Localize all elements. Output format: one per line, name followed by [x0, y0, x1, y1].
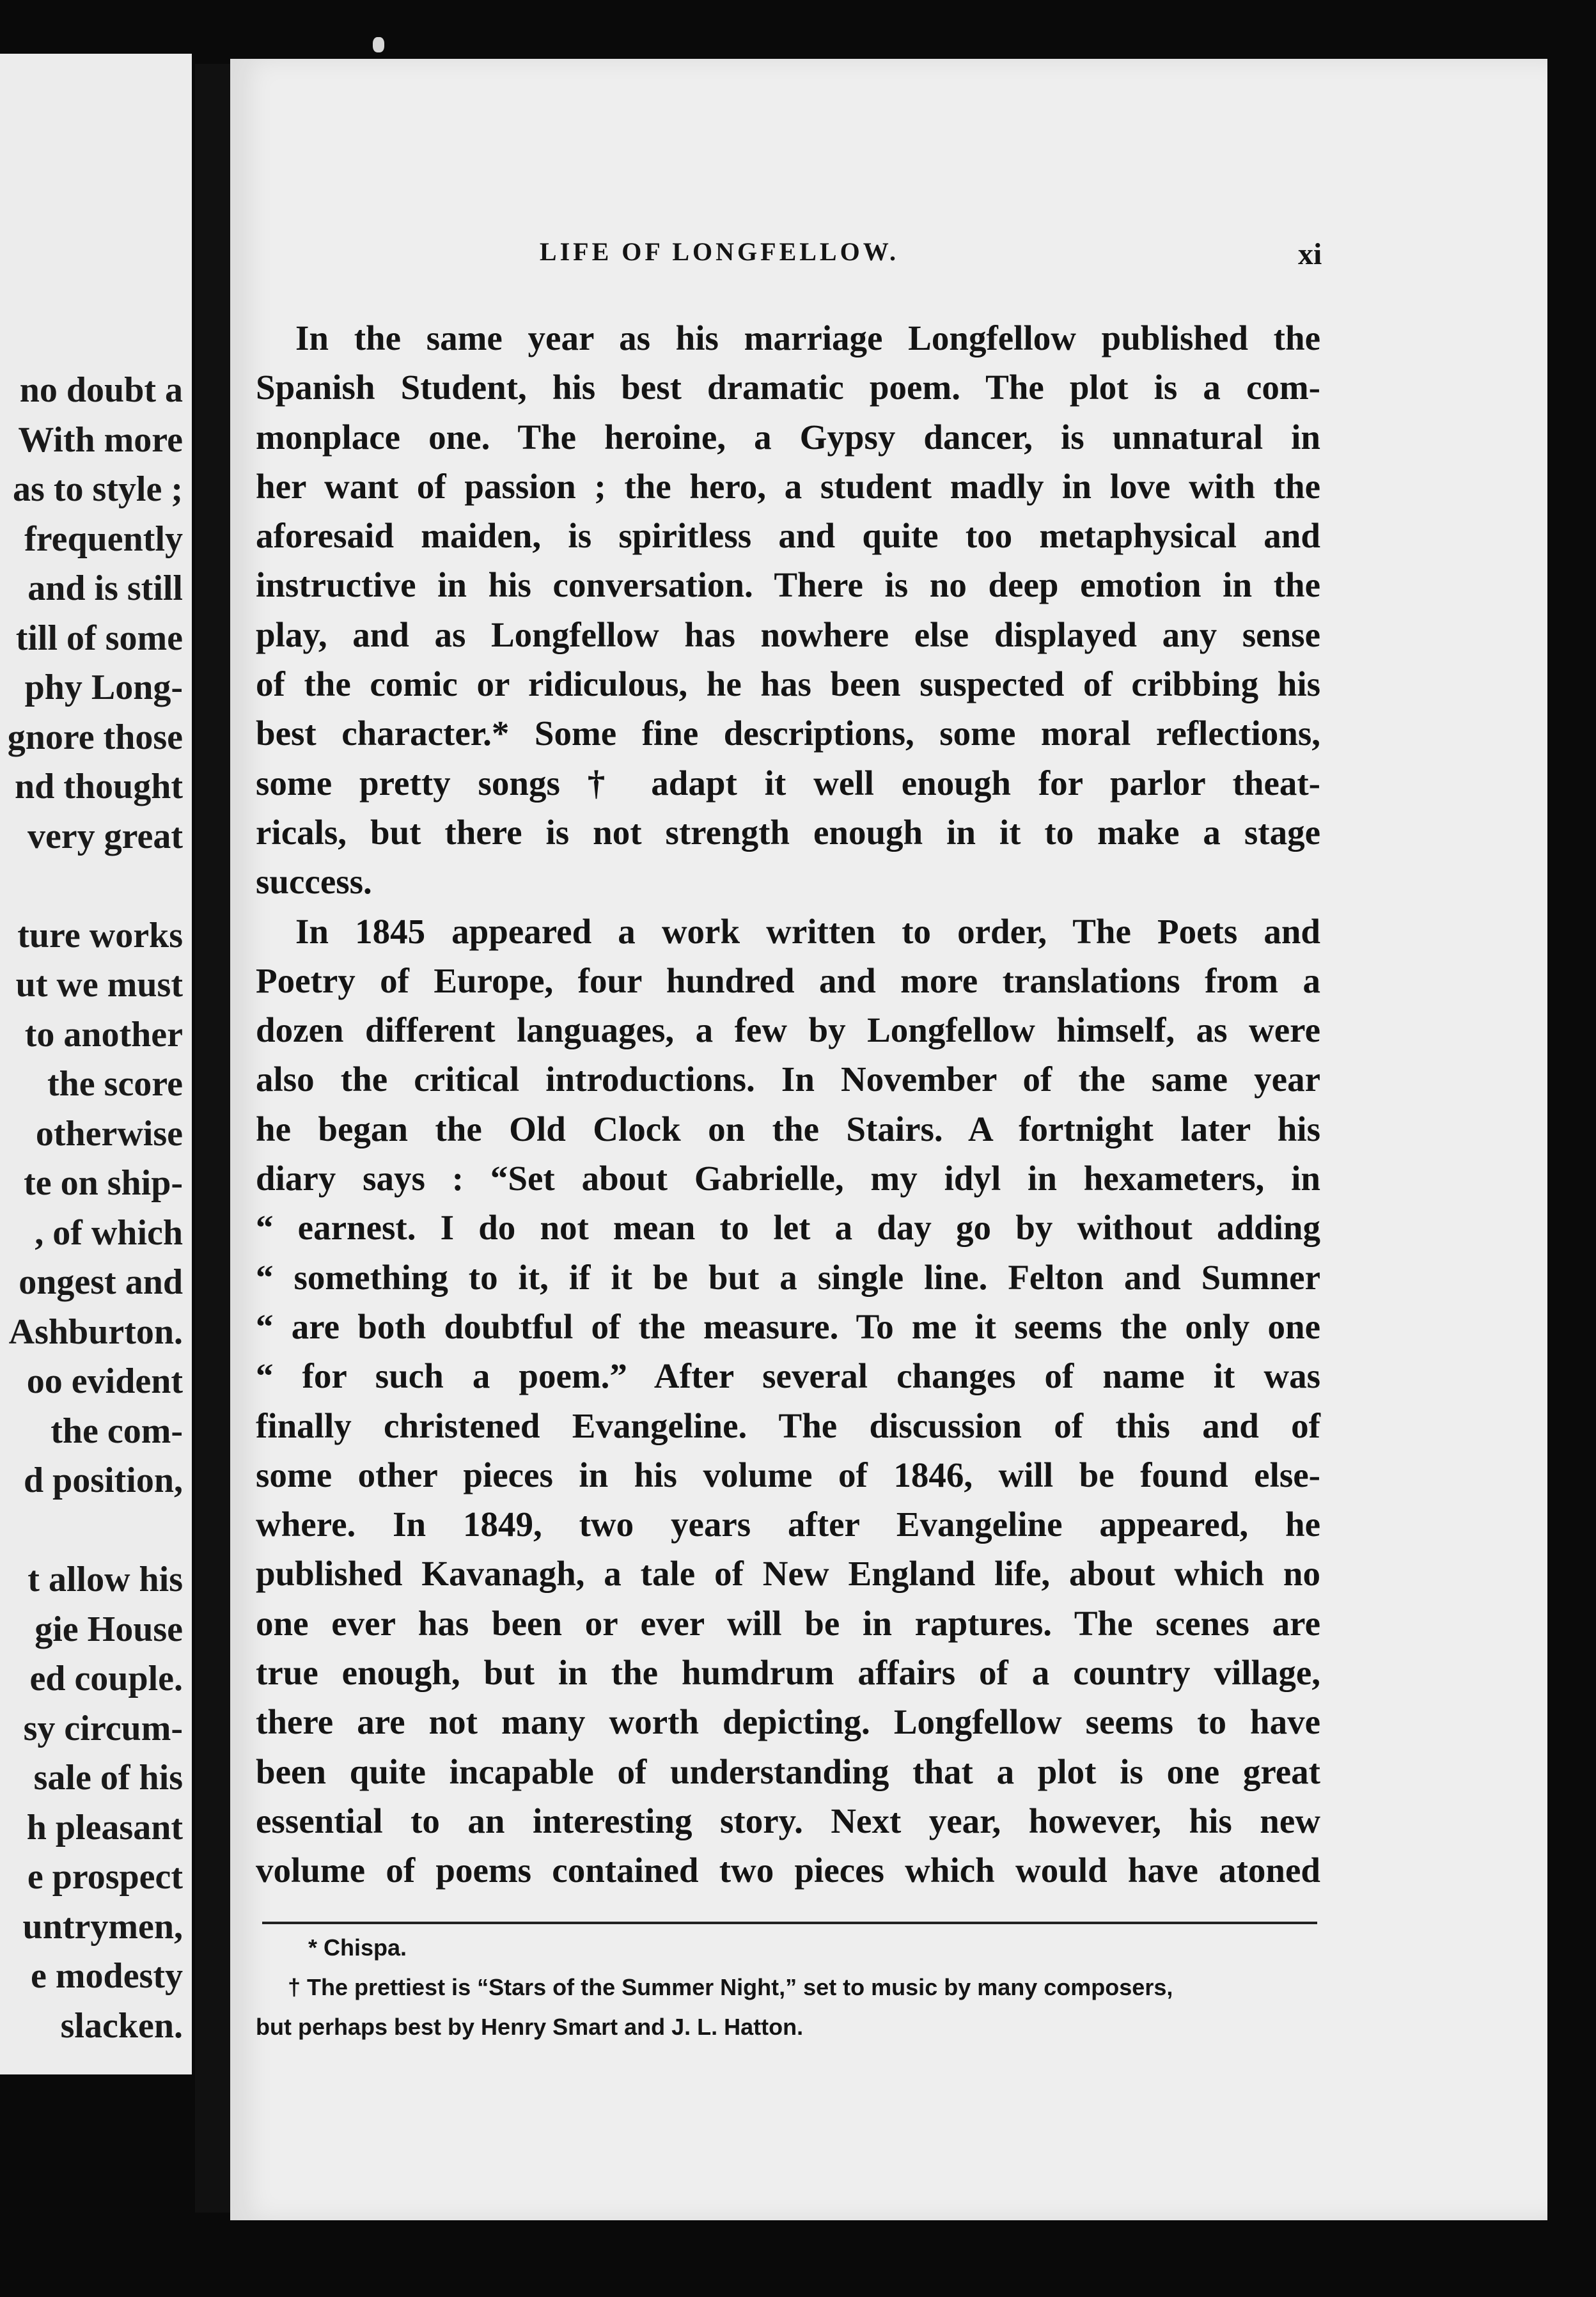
text-line: dozen different languages, a few by Longfellow himself, as were	[256, 1010, 1320, 1050]
previous-page-line: d position,	[24, 1461, 183, 1500]
page-number: xi	[1298, 237, 1322, 271]
text-line: been quite incapable of understanding that a plot is one great	[256, 1752, 1320, 1791]
text-line: best character.* Some fine descriptions, some moral reflections,	[256, 714, 1320, 753]
text-line: ricals, but there is not strength enough in it to make a stage	[256, 812, 1320, 852]
text-line: some pretty songs † adapt it well enough for parlor theat-	[256, 763, 1320, 803]
text-line: aforesaid maiden, is spiritless and quite too metaphysical and	[256, 516, 1320, 556]
previous-page-line: oo evident	[26, 1361, 183, 1401]
previous-page-line	[0, 861, 183, 911]
text-line: In the same year as his marriage Longfellow published the	[295, 318, 1320, 357]
scan-speck	[373, 37, 384, 52]
previous-page-line: frequently	[24, 519, 183, 559]
previous-page-line: ture works	[17, 915, 183, 955]
text-line: finally christened Evangeline. The discussion of this and of	[256, 1406, 1320, 1445]
previous-page-line: phy Long-	[24, 668, 183, 707]
previous-page-line: gie House	[35, 1609, 183, 1649]
previous-page-line: no doubt a	[19, 370, 183, 410]
footnote-chispa: * Chispa.	[308, 1934, 407, 1961]
footnotes	[256, 1928, 1320, 2047]
text-line: there are not many worth depicting. Longfellow seems to have	[256, 1702, 1320, 1742]
text-line: also the critical introductions. In November of the same year	[256, 1060, 1320, 1099]
previous-page-line: to another	[24, 1014, 183, 1054]
text-line: Spanish Student, his best dramatic poem. The plot is a com-	[256, 368, 1320, 407]
previous-page-line: and is still	[27, 568, 183, 608]
previous-page-line: the com-	[51, 1411, 183, 1451]
previous-page-line: slacken.	[60, 2005, 183, 2046]
previous-page	[0, 54, 192, 2074]
previous-page-line: ut we must	[15, 965, 183, 1005]
previous-page-line: e prospect	[27, 1857, 183, 1897]
previous-page-line: With more	[18, 419, 183, 460]
previous-page-line: very great	[27, 816, 183, 856]
text-line: one ever has been or ever will be in raptures. The scenes are	[256, 1603, 1320, 1643]
previous-page-line: , of which	[35, 1212, 183, 1253]
footnote-songs: † The prettiest is “Stars of the Summer Night,” set to music by many composers,	[288, 1974, 1173, 2000]
body-text	[256, 313, 1320, 1895]
previous-page-line: e modesty	[31, 1956, 183, 1996]
previous-page-line: ed couple.	[29, 1659, 183, 1698]
previous-page-line	[0, 1506, 183, 1556]
text-line: In 1845 appeared a work written to order, The Poets and	[295, 911, 1320, 951]
previous-page-line: h pleasant	[26, 1807, 183, 1847]
text-line: “ are both doubtful of the measure. To me it seems the only one	[256, 1306, 1320, 1346]
text-line: he began the Old Clock on the Stairs. A fortnight later his	[256, 1109, 1320, 1148]
previous-page-text	[0, 366, 183, 2051]
footnote-songs-continued: but perhaps best by Henry Smart and J. L. Hatton.	[256, 2014, 804, 2040]
text-line: volume of poems contained two pieces which would have atoned	[256, 1851, 1320, 1890]
text-line: “ for such a poem.” After several changes of name it was	[256, 1356, 1320, 1396]
previous-page-line: sale of his	[33, 1758, 183, 1798]
text-line: of the comic or ridiculous, he has been suspected of cribbing his	[256, 664, 1320, 704]
text-line: where. In 1849, two years after Evangeline appeared, he	[256, 1505, 1320, 1544]
text-line: play, and as Longfellow has nowhere else displayed any sense	[256, 615, 1320, 654]
previous-page-line: as to style ;	[13, 469, 183, 509]
previous-page-line: Ashburton.	[8, 1312, 183, 1352]
text-line: essential to an interesting story. Next year, however, his new	[256, 1801, 1320, 1840]
book-gutter	[195, 64, 230, 2213]
previous-page-line: nd thought	[14, 767, 183, 806]
previous-page-line: gnore those	[7, 717, 183, 757]
text-line: true enough, but in the humdrum affairs of a country village,	[256, 1653, 1320, 1693]
previous-page-line: till of some	[15, 618, 183, 658]
text-line: some other pieces in his volume of 1846, will be found else-	[256, 1455, 1320, 1494]
previous-page-line: untrymen,	[22, 1906, 183, 1947]
text-line: instructive in his conversation. There is no deep emotion in the	[256, 565, 1320, 605]
previous-page-line: te on ship-	[24, 1163, 183, 1203]
text-line: success.	[256, 862, 372, 902]
running-header: LIFE OF LONGFELLOW.	[539, 237, 900, 266]
text-line: diary says : “Set about Gabrielle, my idyl in hexameters, in	[256, 1159, 1320, 1198]
previous-page-line: the score	[47, 1064, 183, 1104]
previous-page-line: ongest and	[19, 1262, 183, 1302]
previous-page-line: t allow his	[27, 1560, 183, 1599]
text-line: “ something to it, if it be but a single line. Felton and Sumner	[256, 1257, 1320, 1297]
text-line: “ earnest. I do not mean to let a day go by without adding	[256, 1208, 1320, 1248]
text-line: monplace one. The heroine, a Gypsy dancer, is unnatural in	[256, 417, 1320, 457]
footnote-rule	[262, 1922, 1317, 1924]
previous-page-line: sy circum-	[23, 1708, 183, 1748]
previous-page-line: otherwise	[35, 1113, 183, 1154]
text-line: Poetry of Europe, four hundred and more translations from a	[256, 960, 1320, 1000]
text-line: her want of passion ; the hero, a student madly in love with the	[256, 466, 1320, 506]
text-line: published Kavanagh, a tale of New England life, about which no	[256, 1554, 1320, 1594]
